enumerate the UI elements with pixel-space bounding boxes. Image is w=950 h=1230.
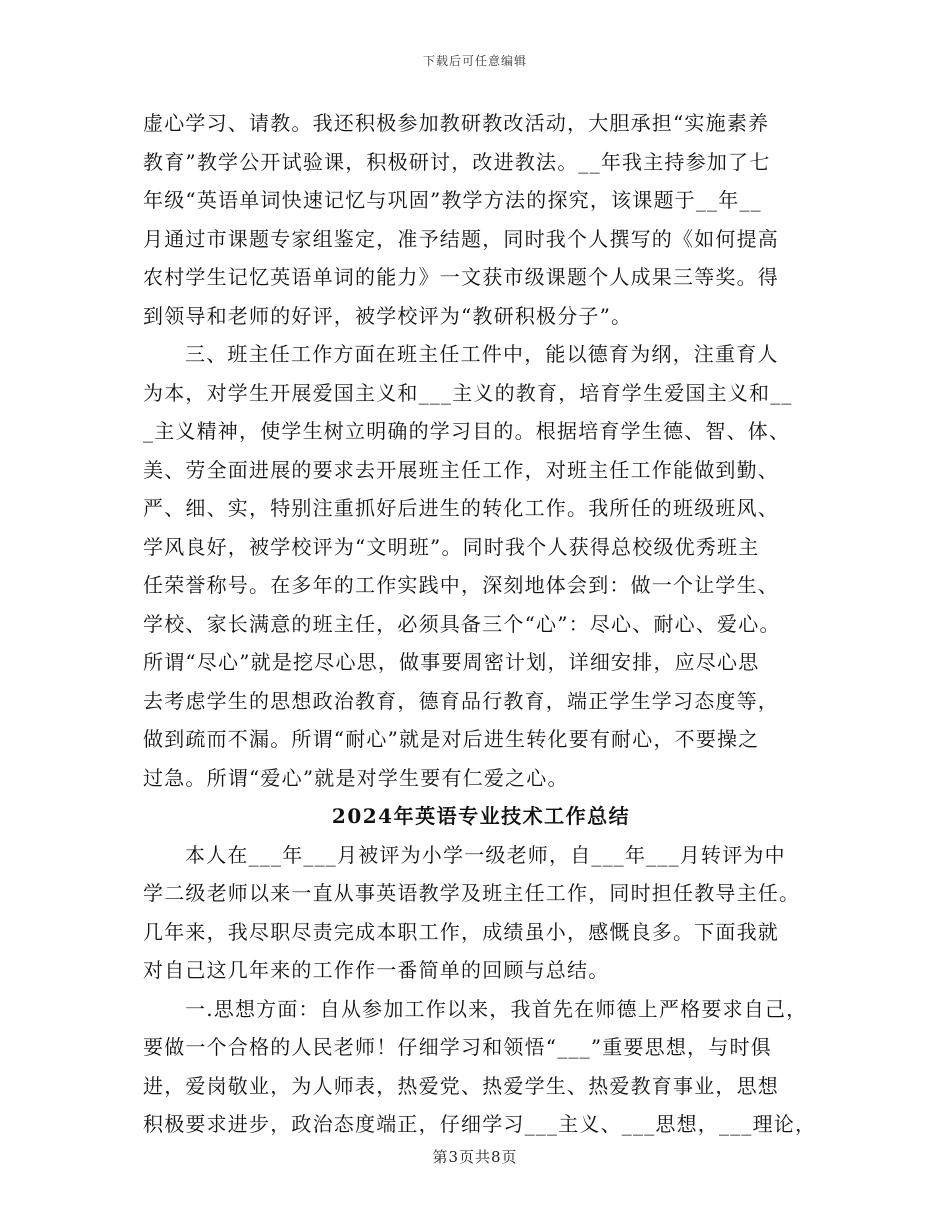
paragraph-2 [143,335,819,797]
text-line: _主义精神，使学生树立明确的学习目的。根据培育学生德、智、体、 [143,419,791,443]
text-line: 一.思想方面：自从参加工作以来，我首先在师德上严格要求自己， [185,996,808,1021]
text-line: 为本，对学生开展爱国主义和___主义的教育，培育学生爱国主义和__ [143,380,793,405]
paragraph-3 [143,836,819,990]
document-body [143,104,819,1144]
text-line: 虚心学习、请教。我还积极参加教研教改活动，大胆承担“实施素养 [143,111,770,135]
text-line: 过急。所谓“爱心”就是对学生要有仁爱之心。 [143,765,569,790]
text-line: 学校、家长满意的班主任，必须具备三个“心”：尽心、耐心、爱心。 [143,611,781,636]
text-line: 严、细、实，特别注重抓好后进生的转化工作。我所任的班级班风、 [143,496,779,520]
text-line: 所谓“尽心”就是挖尽心思，做事要周密计划，详细安排，应尽心思 [143,650,760,674]
text-line: 月通过市课题专家组鉴定，准予结题，同时我个人撰写的《如何提高 [143,226,779,251]
text-line: 积极要求进步，政治态度端正，仔细学习___主义、___思想，___理论， [143,1112,817,1136]
text-line: 任荣誉称号。在多年的工作实践中，深刻地体会到：做一个让学生、 [143,573,779,597]
page-number: 第3页共8页 [432,1148,518,1166]
text-line: 对自己这几年来的工作作一番简单的回顾与总结。 [143,958,610,982]
paragraph-4 [143,990,819,1144]
text-line: 去考虑学生的思想政治教育，德育品行教育，端正学生学习态度等， [143,688,779,713]
text-line: 学二级老师以来一直从事英语教学及班主任工作，同时担任教导主任。 [143,881,801,905]
text-line: 三、班主任工作方面在班主任工件中，能以德育为纲，注重育人 [185,342,779,366]
section-heading: 2024年英语专业技术工作总结 [331,804,631,828]
text-line: 要做一个合格的人民老师！仔细学习和领悟“___”重要思想，与时俱 [143,1035,772,1059]
text-line: 美、劳全面进展的要求去开展班主任工作，对班主任工作能做到勤、 [143,457,779,482]
text-line: 教育”教学公开试验课，积极研讨，改进教法。__年我主持参加了七 [143,149,771,174]
text-line: 到领导和老师的好评，被学校评为“教研积极分子”。 [143,303,633,328]
text-line: 本人在___年___月被评为小学一级老师，自___年___月转评为中 [185,842,786,867]
text-line: 农村学生记忆英语单词的能力》一文获市级课题个人成果三等奖。得 [143,265,779,289]
text-line: 进，爱岗敬业，为人师表，热爱党、热爱学生、热爱教育事业，思想 [143,1073,779,1098]
text-line: 学风良好，被学校评为“文明班”。同时我个人获得总校级优秀班主 [143,534,760,559]
page-header: 下载后可任意编辑 [422,54,527,68]
paragraph-1 [143,104,819,335]
text-line: 几年来，我尽职尽责完成本职工作，成绩虽小，感慨良多。下面我就 [143,919,779,944]
text-line: 年级“英语单词快速记忆与巩固”教学方法的探究，该课题于__年__ [143,188,762,212]
text-line: 做到疏而不漏。所谓“耐心”就是对后进生转化要有耐心，不要操之 [143,727,760,751]
